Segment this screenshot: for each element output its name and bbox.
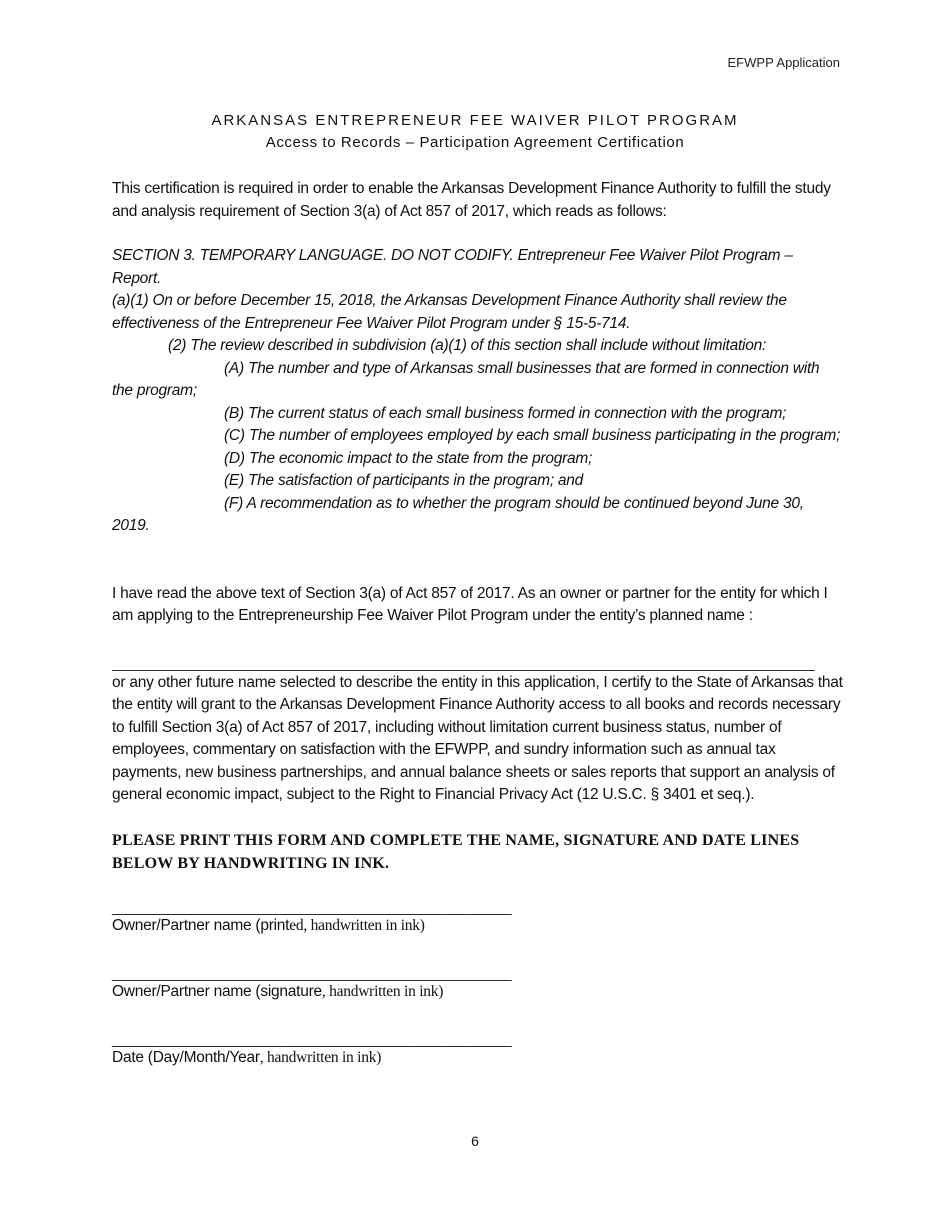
statute-item-b: (B) The current status of each small business formed in connection with the program; [224, 404, 787, 422]
date-line: _____________________________________________________ [112, 1030, 512, 1047]
statute-quote [112, 245, 844, 538]
page-number: 6 [471, 1133, 479, 1149]
statute-a1: (a)(1) On or before December 15, 2018, the Arkansas Development Finance Authority shall review the effectiveness of the Entrepreneur Fee Waiver Pilot Program under § 15-5-714. [112, 292, 787, 332]
running-header: EFWPP Application [727, 55, 840, 70]
document-subtitle: Access to Records – Participation Agreement Certification [265, 134, 685, 151]
intro-paragraph: This certification is required in order to enable the Arkansas Development Finance Authority to fulfill the study and analysis requirement of Section 3(a) of Act 857 of 2017, which reads as follows: [112, 180, 831, 220]
statute-item-f: (F) A recommendation as to whether the program should be continued beyond June 30, 2019. [112, 494, 804, 534]
printed-name-line: _____________________________________________________ [112, 898, 512, 915]
signature-label: Owner/Partner name (signature, handwritten in ink) [112, 982, 444, 1000]
signature-field-date [112, 1031, 844, 1069]
date-label: Date (Day/Month/Year, handwritten in ink) [112, 1048, 382, 1066]
certification-body: or any other future name selected to describe the entity in this application, I certify to the State of Arkansas that the entity will grant to the Arkansas Development Finance Authority access to all books and records necessary to fulfill Section 3(a) of Act 857 of 2017, including without limitation current business status, number of employees, commentary on satisfaction with the EFWPP, and sundry information such as annual tax payments, new business partnerships, and annual balance sheets or sales reports that support an analysis of general economic impact, subject to the Right to Financial Privacy Act (12 U.S.C. § 3401 et seq.). [112, 673, 843, 803]
title-block [0, 110, 950, 154]
signature-line: _____________________________________________________ [112, 964, 512, 981]
document-body [112, 178, 844, 1069]
document-title: ARKANSAS ENTREPRENEUR FEE WAIVER PILOT PROGRAM [211, 112, 739, 129]
printed-name-label: Owner/Partner name (printed, handwritten in ink) [112, 916, 425, 934]
certification-lead: I have read the above text of Section 3(a) of Act 857 of 2017. As an owner or partner for the entity for which I am applying to the Entrepreneurship Fee Waiver Pilot Program under the entity’s planned name : [112, 584, 828, 624]
entity-name-blank: ________________________________________________________________________________________ [112, 654, 815, 671]
signature-field-signature [112, 965, 844, 1003]
statute-item-e: (E) The satisfaction of participants in the program; and [224, 472, 584, 489]
handwriting-notice: PLEASE PRINT THIS FORM AND COMPLETE THE NAME, SIGNATURE AND DATE LINES BELOW BY HANDWRITING IN INK. [112, 831, 800, 872]
signature-field-printed-name [112, 899, 844, 937]
statute-heading: SECTION 3. TEMPORARY LANGUAGE. DO NOT CODIFY. Entrepreneur Fee Waiver Pilot Program – Report. [112, 247, 793, 287]
statute-item-c: (C) The number of employees employed by each small business participating in the program; [224, 427, 841, 444]
statute-a2: (2) The review described in subdivision (a)(1) of this section shall include without limitation: [168, 337, 766, 354]
statute-item-d: (D) The economic impact to the state from the program; [224, 449, 593, 467]
statute-item-a: (A) The number and type of Arkansas small businesses that are formed in connection with the program; [112, 359, 820, 399]
